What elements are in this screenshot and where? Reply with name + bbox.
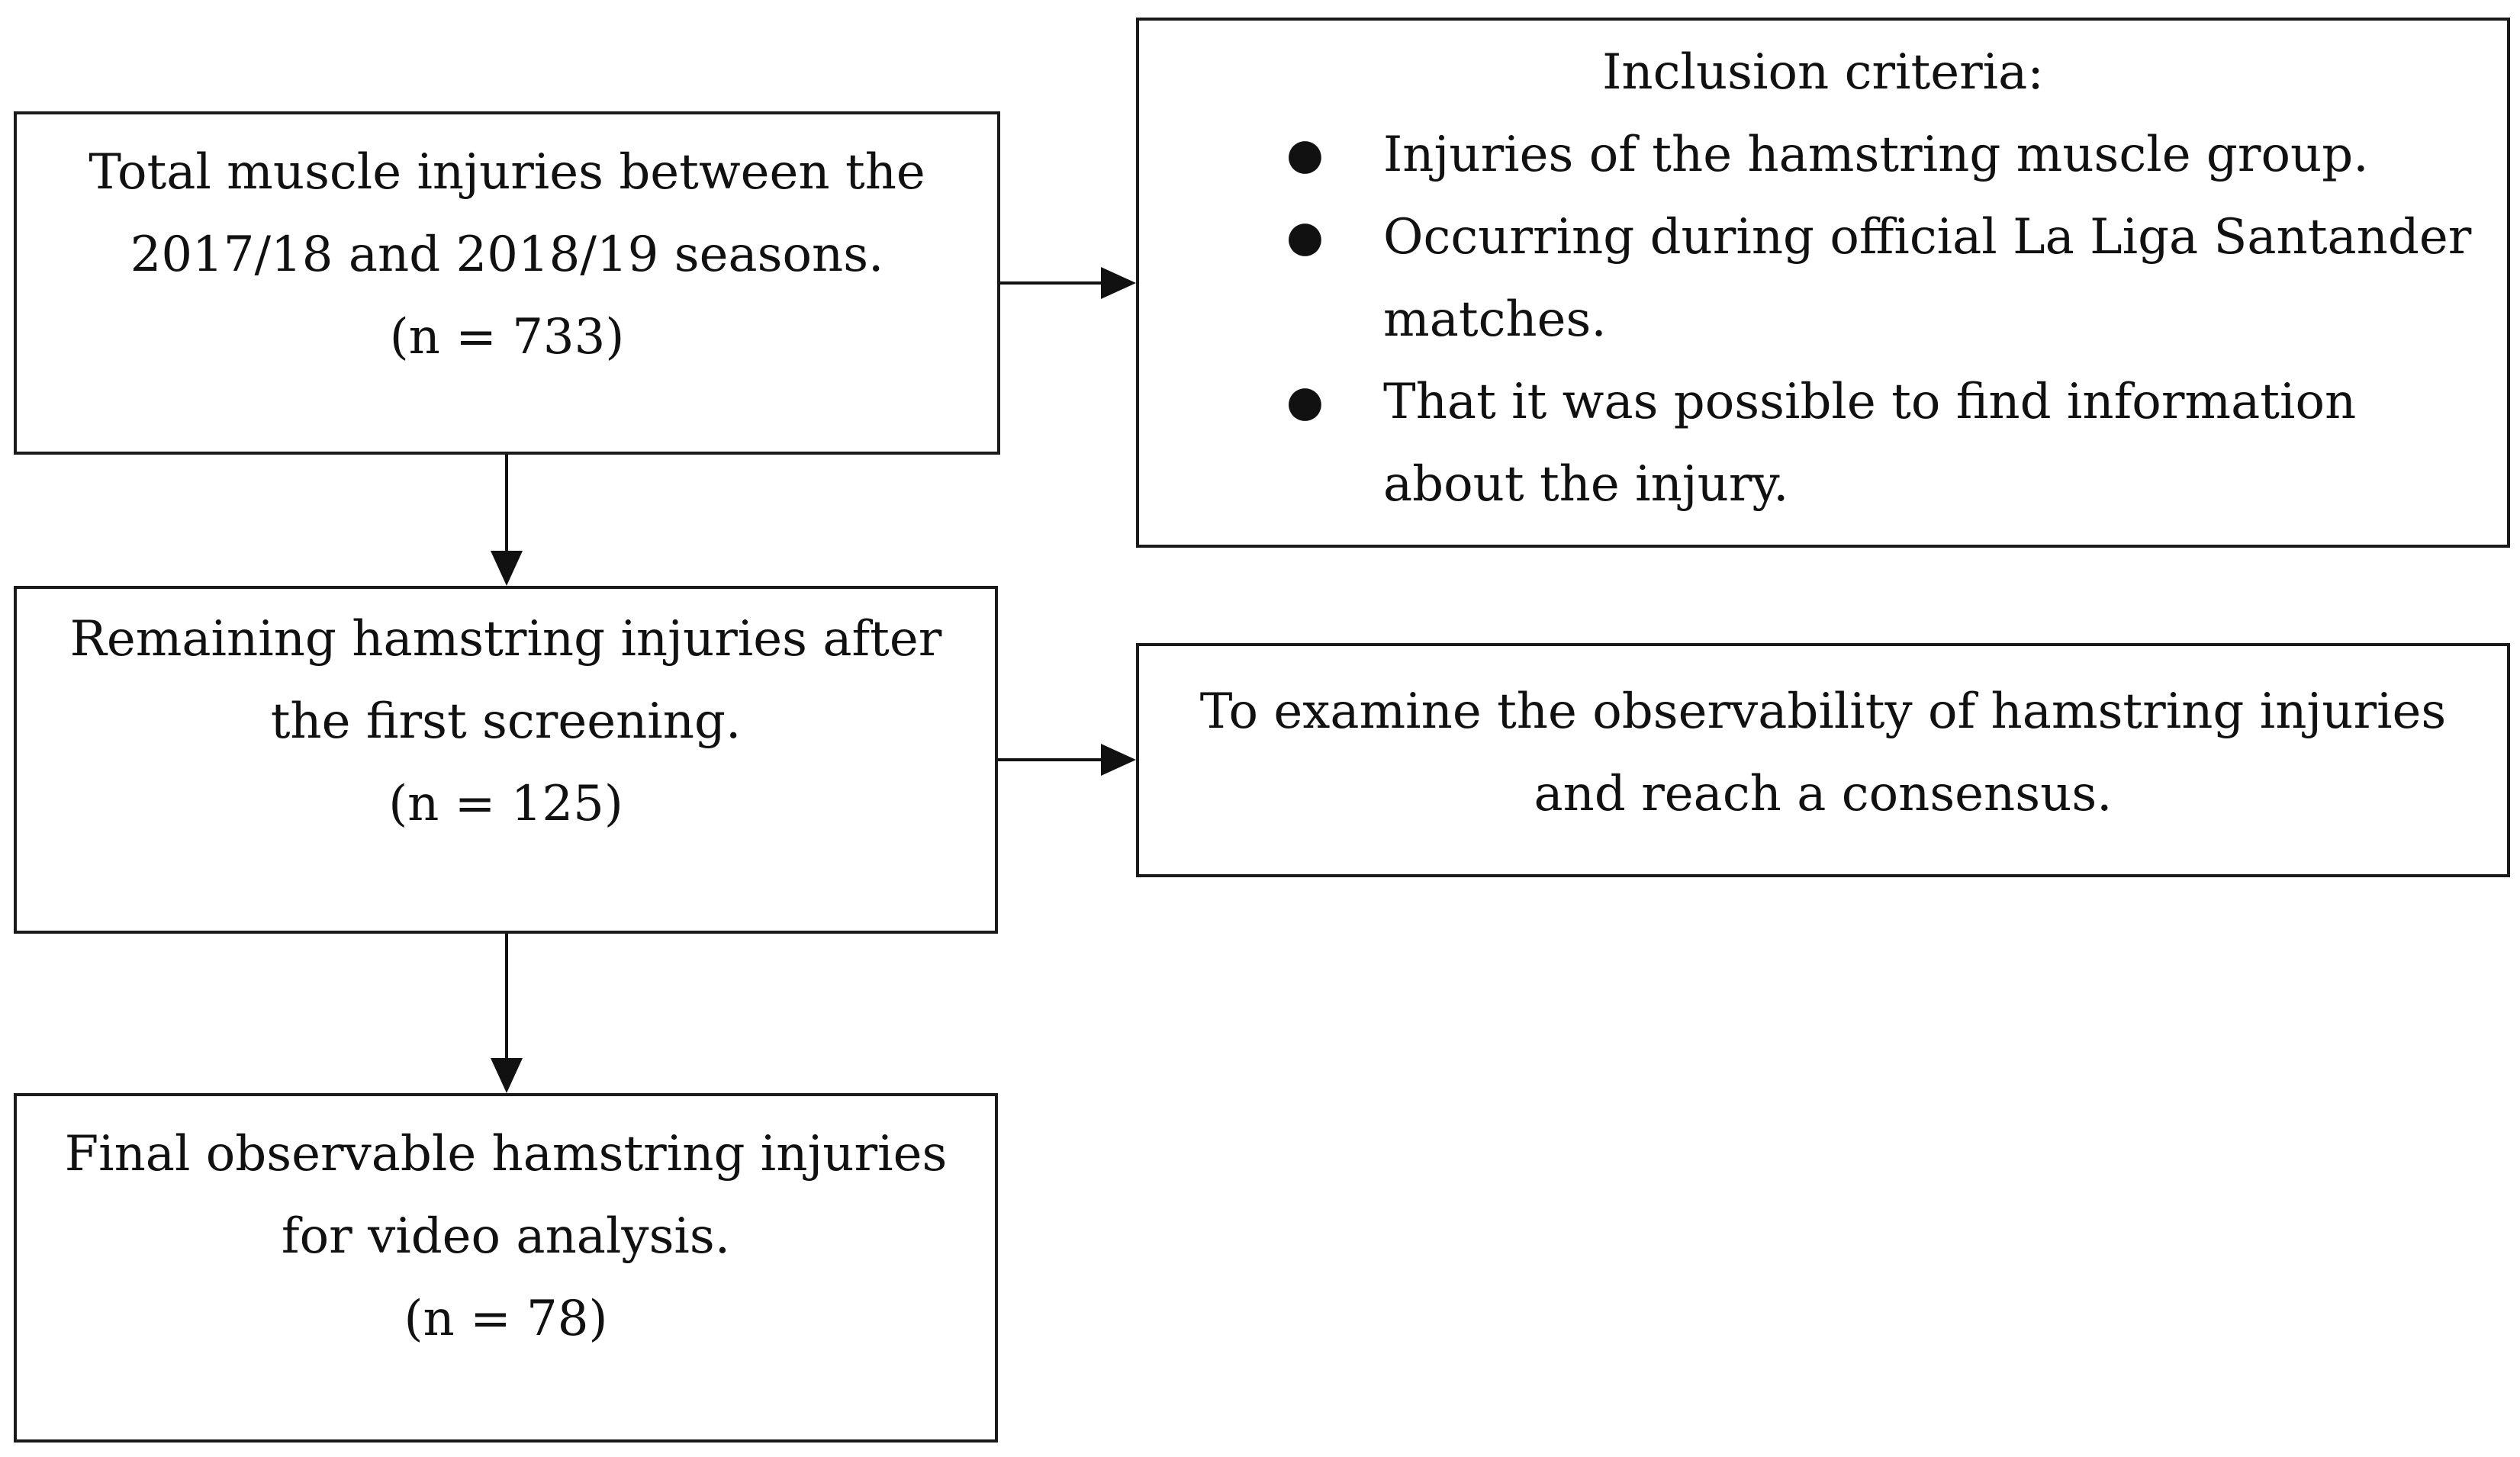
inclusion-criteria-list [1139, 114, 2507, 526]
remaining-count: (n = 125) [388, 776, 623, 832]
bullet-icon: ● [1286, 212, 1324, 262]
final-line-1: Final observable hamstring injuries [64, 1126, 948, 1182]
criteria-item-text: Occurring during official La Liga Santander matches. [1383, 209, 2472, 348]
total-injuries-box [14, 111, 1000, 455]
examine-line-2: and reach a consensus. [1534, 766, 2113, 822]
criteria-item-text: Injuries of the hamstring muscle group. [1383, 127, 2369, 183]
remaining-line-1: Remaining hamstring injuries after [69, 611, 942, 667]
bullet-icon: ● [1286, 130, 1324, 179]
criteria-item-text: That it was possible to find information about the injury. [1383, 374, 2357, 513]
total-line-2: 2017/18 and 2018/19 seasons. [130, 227, 884, 283]
criteria-item [1139, 361, 2507, 526]
total-line-1: Total muscle injuries between the [89, 144, 925, 201]
examine-observability-box [1136, 643, 2510, 877]
remaining-line-2: the first screening. [270, 693, 742, 750]
total-count: (n = 733) [389, 309, 625, 365]
criteria-item [1139, 196, 2507, 361]
arrow-total-to-criteria [1000, 267, 1136, 299]
bullet-icon: ● [1286, 377, 1324, 426]
inclusion-criteria-box [1136, 18, 2510, 548]
remaining-injuries-box [14, 586, 998, 934]
final-line-2: for video analysis. [281, 1208, 731, 1265]
examine-line-1: To examine the observability of hamstring injuries [1199, 683, 2447, 740]
arrow-remaining-to-final [491, 934, 523, 1093]
criteria-item [1139, 114, 2507, 196]
final-injuries-box [14, 1093, 998, 1443]
final-count: (n = 78) [404, 1291, 608, 1347]
arrow-remaining-to-examine [998, 744, 1136, 776]
inclusion-criteria-title: Inclusion criteria: [1602, 44, 2044, 101]
arrow-total-to-remaining [491, 455, 523, 586]
